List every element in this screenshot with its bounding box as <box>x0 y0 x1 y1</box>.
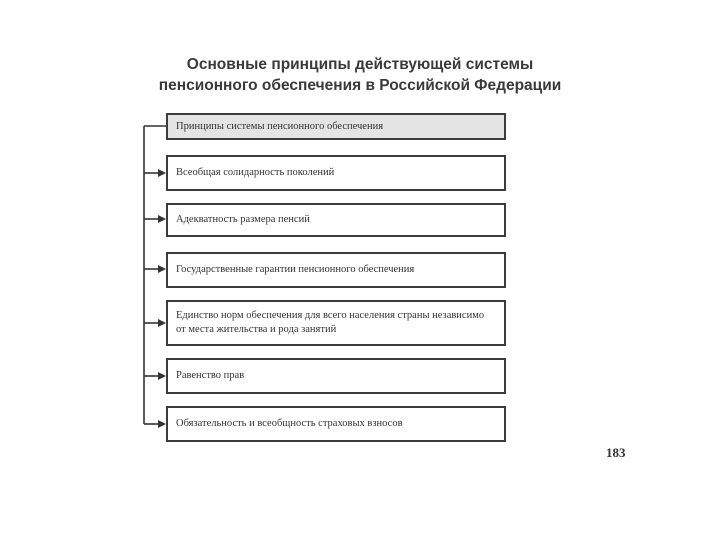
title-line-2: пенсионного обеспечения в Российской Федерации <box>158 77 562 94</box>
arrow-item-5 <box>144 372 166 380</box>
arrow-item-2 <box>144 215 166 223</box>
principle-label-5: Равенство прав <box>176 370 245 381</box>
arrow-item-1 <box>144 169 166 177</box>
page-number: 183 <box>606 445 626 460</box>
principle-label-1: Всеобщая солидарность поколений <box>176 167 335 178</box>
principles-header-box <box>166 113 506 140</box>
arrow-item-6 <box>144 420 166 428</box>
arrow-item-3 <box>144 265 166 273</box>
principle-box-2 <box>166 203 506 237</box>
principle-label-3: Государственные гарантии пенсионного обеспечения <box>176 264 415 275</box>
principle-label-2: Адекватность размера пенсий <box>176 214 310 225</box>
title-line-1: Основные принципы действующей системы <box>186 56 534 73</box>
principle-label-6: Обязательность и всеобщность страховых взносов <box>176 418 403 429</box>
principle-box-4 <box>166 300 506 346</box>
principles-header-label: Принципы системы пенсионного обеспечения <box>176 120 384 132</box>
principle-box-1 <box>166 155 506 191</box>
arrow-item-4 <box>144 319 166 327</box>
principle-box-3 <box>166 252 506 288</box>
principle-box-6 <box>166 406 506 442</box>
principle-box-5 <box>166 358 506 394</box>
principle-label-4: Единство норм обеспечения для всего населения страны независимо от места жительства и рода занятий <box>176 310 485 335</box>
